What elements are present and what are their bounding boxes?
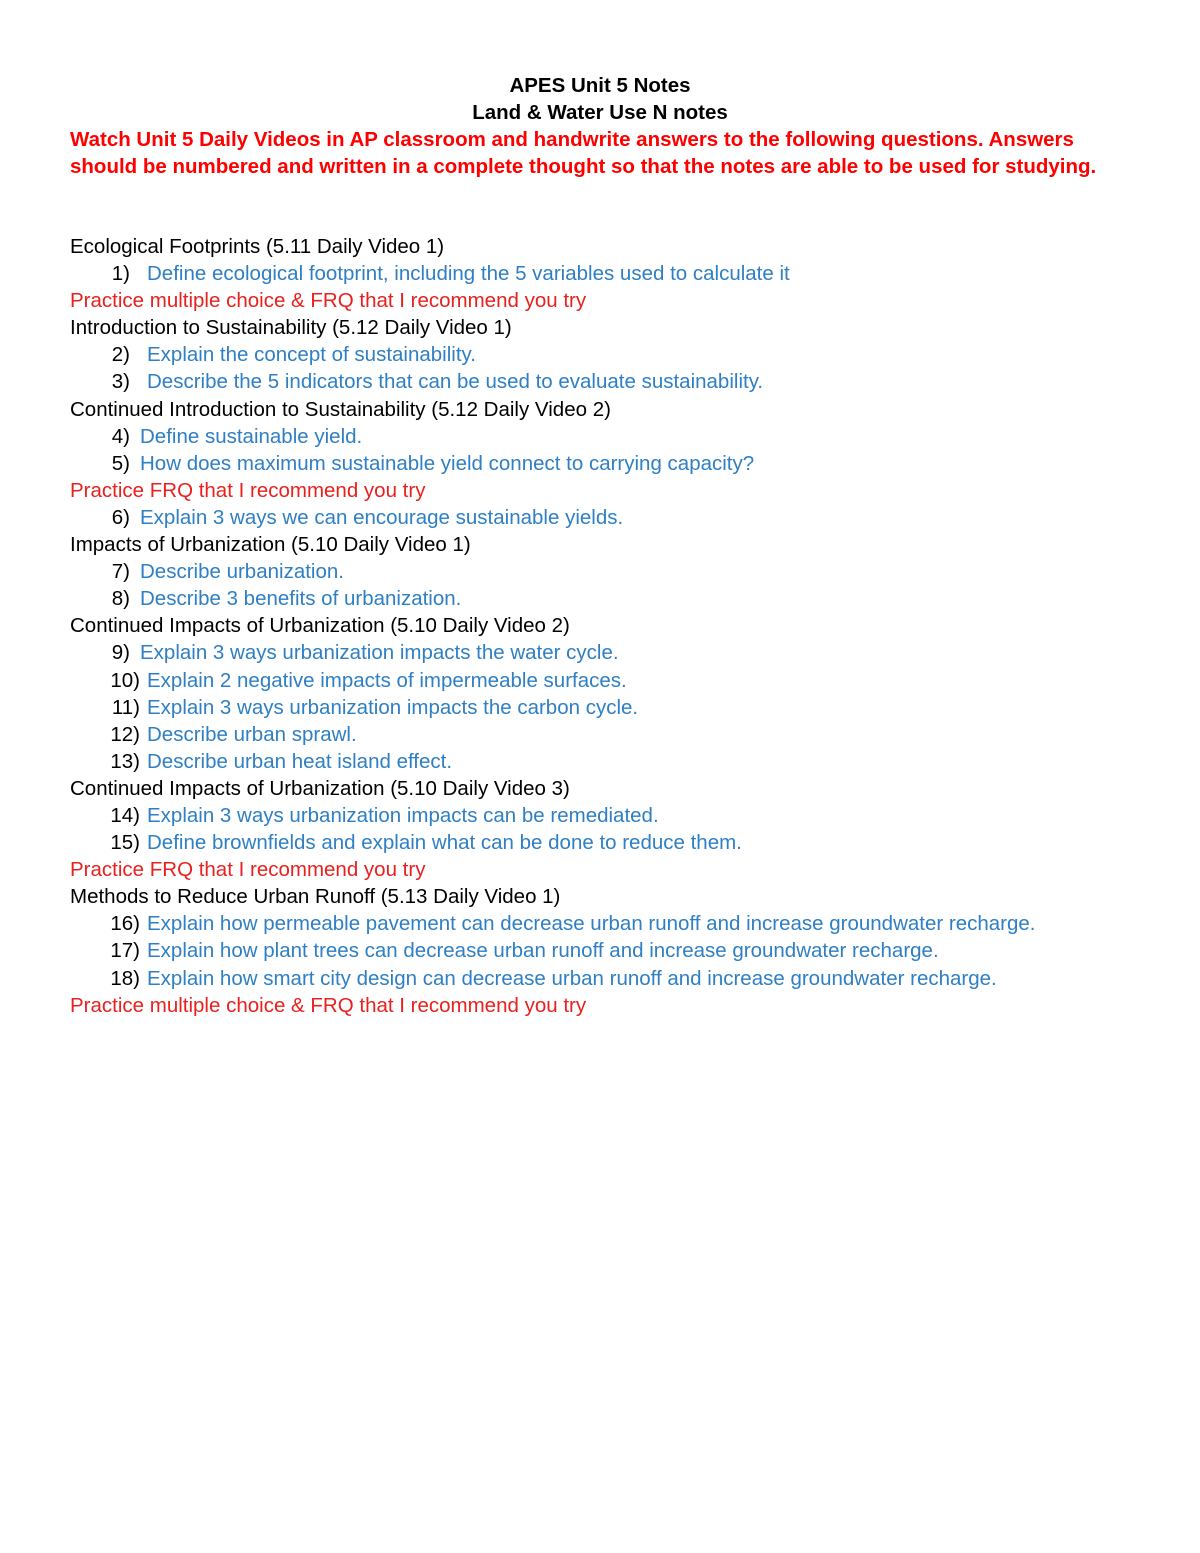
question-text: Explain the concept of sustainability. [147,343,476,367]
question-number: 5) [111,451,130,475]
question-text: Explain 3 ways urbanization impacts the carbon cycle. [147,695,639,719]
question-item [70,450,1150,477]
section-heading-continued-urbanization-3: Continued Impacts of Urbanization (5.10 Daily Video 3) [70,776,570,800]
question-number: 14) [110,803,140,827]
question-number: 3) [111,370,130,394]
question-number: 1) [111,262,130,286]
question-number: 6) [111,505,130,529]
question-item [70,341,1150,368]
question-number: 11) [111,695,140,719]
section-heading-continued-sustainability: Continued Introduction to Sustainability (5.12 Daily Video 2) [70,397,611,421]
question-number: 2) [111,343,130,367]
question-item [70,558,1150,585]
question-text: Describe 3 benefits of urbanization. [140,587,462,611]
instructions-text: Watch Unit 5 Daily Videos in AP classroom and handwrite answers to the following questions. Answers should be numbered and written in a complete thought so that the notes are able to be used for studying. [70,128,1097,178]
question-item [70,694,1150,721]
question-number: 7) [111,560,130,584]
question-number: 4) [111,424,130,448]
question-text: Explain how smart city design can decrease urban runoff and increase groundwater recharge. [147,966,997,990]
question-text: Describe the 5 indicators that can be used to evaluate sustainability. [147,370,764,394]
question-item [70,368,1150,395]
question-text: Define sustainable yield. [140,424,363,448]
question-number: 18) [110,966,140,990]
question-item [70,910,1150,937]
section-heading-sustainability: Introduction to Sustainability (5.12 Daily Video 1) [70,316,512,340]
section-heading-continued-urbanization-2: Continued Impacts of Urbanization (5.10 Daily Video 2) [70,614,570,638]
question-item [70,721,1150,748]
section-heading-urban-runoff: Methods to Reduce Urban Runoff (5.13 Daily Video 1) [70,885,561,909]
question-number: 13) [110,749,140,773]
question-item [70,585,1150,612]
question-number: 9) [111,641,130,665]
question-item [70,504,1150,531]
document-title: APES Unit 5 Notes [509,74,691,97]
practice-note: Practice FRQ that I recommend you try [70,478,426,502]
question-number: 10) [110,668,140,692]
question-text: Explain 3 ways urbanization impacts the water cycle. [140,641,619,665]
question-text: Describe urban heat island effect. [147,749,453,773]
question-text: Define brownfields and explain what can be done to reduce them. [147,831,742,855]
notes-body [70,233,1150,1019]
question-number: 12) [110,722,140,746]
question-number: 15) [110,831,140,855]
question-number: 8) [111,587,130,611]
question-item [70,937,1150,964]
question-item [70,423,1150,450]
section-heading-urbanization: Impacts of Urbanization (5.10 Daily Video 1) [70,533,471,557]
question-text: Explain 3 ways urbanization impacts can be remediated. [147,803,659,827]
question-number: 17) [110,939,140,963]
question-item [70,748,1150,775]
practice-note: Practice multiple choice & FRQ that I recommend you try [70,289,587,313]
practice-note: Practice FRQ that I recommend you try [70,858,426,882]
question-number: 16) [110,912,140,936]
question-item [70,260,1150,287]
question-item [70,965,1150,992]
section-heading-ecological-footprints: Ecological Footprints (5.11 Daily Video 1) [70,235,445,258]
question-text: Explain how plant trees can decrease urban runoff and increase groundwater recharge. [147,939,939,963]
question-text: Describe urbanization. [140,560,344,584]
question-item [70,639,1150,666]
question-text: Define ecological footprint, including the 5 variables used to calculate it [147,262,790,286]
title-block [0,72,1200,126]
question-text: How does maximum sustainable yield connect to carrying capacity? [140,451,755,475]
practice-note: Practice multiple choice & FRQ that I recommend you try [70,993,587,1017]
question-text: Explain 2 negative impacts of impermeable surfaces. [147,668,627,692]
question-item [70,667,1150,694]
question-text: Explain how permeable pavement can decrease urban runoff and increase groundwater recharge. [147,912,1036,936]
question-item [70,802,1150,829]
question-item [70,829,1150,856]
document-subtitle: Land & Water Use N notes [472,101,728,124]
question-text: Describe urban sprawl. [147,722,357,746]
question-text: Explain 3 ways we can encourage sustainable yields. [140,505,624,529]
